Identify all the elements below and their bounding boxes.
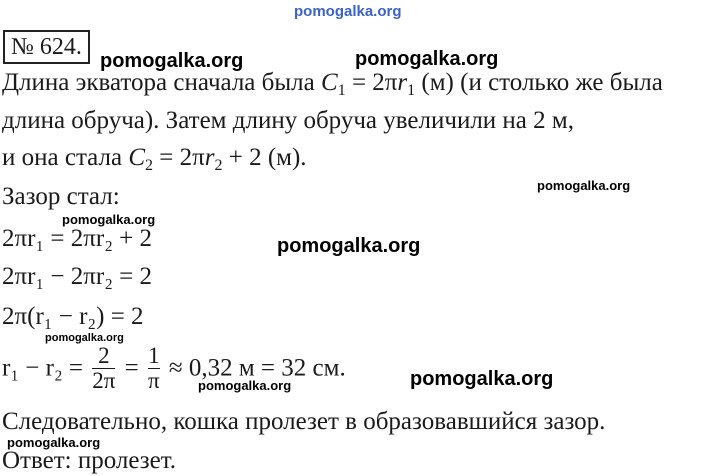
watermark-4: pomogalka.org xyxy=(62,212,156,227)
text-line-2: длина обруча). Затем длину обруча увеличили на 2 м, xyxy=(2,107,574,134)
equation-4: r₁ − r₂ = $\frac{2}{2\pi}$ = $\frac{1}{\pi}$ ≈ 0,32 м = 32 см. xyxy=(2,343,346,393)
watermark-2: pomogalka.org xyxy=(355,48,499,70)
watermark-1: pomogalka.org xyxy=(100,50,244,72)
fraction-1-over-pi: $\frac{1}{\pi}$ xyxy=(148,343,160,393)
equation-3: 2π(r₁ − r₂) = 2 xyxy=(2,303,144,330)
text-conclusion: Следовательно, кошка пролезет в образовавшийся зазор. xyxy=(2,408,606,435)
text-answer: Ответ: пролезет. xyxy=(2,447,177,474)
text-line-4: Зазор стал: xyxy=(2,183,120,210)
fraction-2-over-2pi: $\frac{2}{2\pi}$ xyxy=(92,343,116,393)
watermark-9: pomogalka.org xyxy=(7,435,101,450)
equation-1: 2πr₁ = 2πr₂ + 2 xyxy=(2,225,153,252)
watermark-top: pomogalka.org xyxy=(294,3,402,20)
watermark-6: pomogalka.org xyxy=(45,332,124,344)
text-line-1: Длина экватора сначала была $C_1 = 2\pi r_1$ (м) (и столько же была xyxy=(2,69,663,99)
watermark-5: pomogalka.org xyxy=(277,235,421,257)
watermark-3: pomogalka.org xyxy=(537,178,631,193)
watermark-8: pomogalka.org xyxy=(410,368,554,390)
watermark-7: pomogalka.org xyxy=(198,378,292,393)
problem-number: № 624. xyxy=(3,30,90,64)
text-line-3: и она стала $C_2 = 2\pi r_2 + 2$ (м). xyxy=(2,144,307,174)
equation-2: 2πr₁ − 2πr₂ = 2 xyxy=(2,263,153,290)
